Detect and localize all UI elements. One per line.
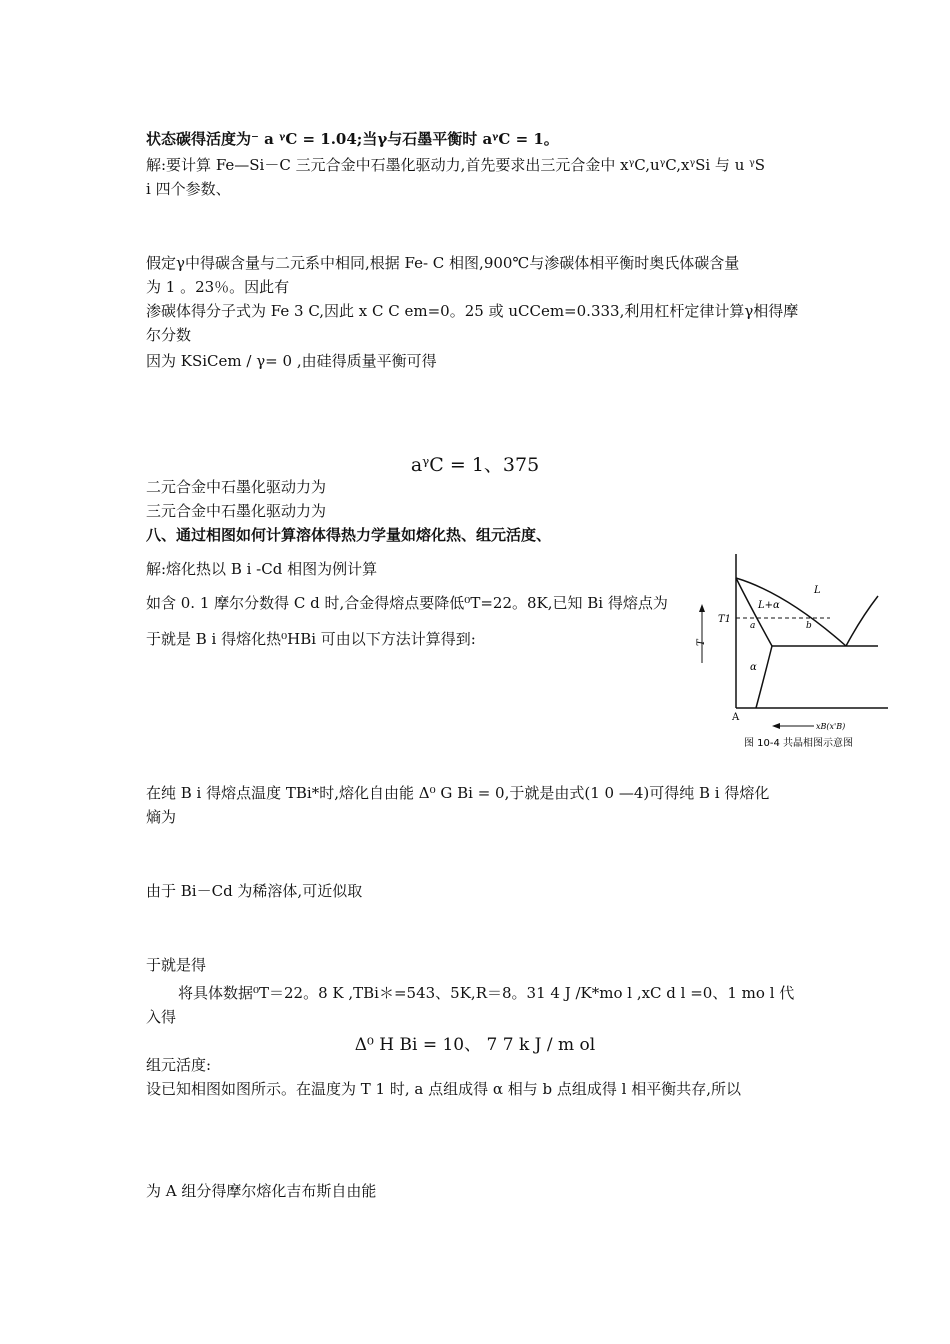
label-T1: T1 bbox=[718, 614, 732, 625]
fusion-entropy-line: 在纯 B i 得熔点温度 TBi*时,熔化自由能 Δ⁰ G Bi = 0,于就是由式(1 0 —4)可得纯 B i 得熔化 bbox=[146, 784, 770, 802]
figure-caption: 图 10-4 共晶相图示意图 bbox=[744, 738, 854, 749]
activity-line: 状态碳得活度为⁻ a ᵞC = 1.04;当γ与石墨平衡时 aᵞC = 1。 bbox=[146, 130, 559, 148]
equilibrium-line: 设已知相图如图所示。在温度为 T 1 时, a 点组成得 α 相与 b 点组成得 l 相平衡共存,所以 bbox=[146, 1080, 742, 1098]
label-A: A bbox=[732, 712, 740, 723]
assumption-line: 假定γ中得碳含量与二元系中相同,根据 Fe- C 相图,900℃与渗碳体相平衡时奥氏体碳含量 bbox=[146, 254, 740, 272]
label-L: L bbox=[814, 585, 821, 596]
solution-intro-cont: i 四个参数、 bbox=[146, 180, 231, 198]
label-x-axis: xB(x'B) bbox=[816, 722, 846, 731]
assumption-cont: 为 1 。23％。因此有 bbox=[146, 278, 290, 296]
section-heading-8: 八、通过相图如何计算溶体得热力学量如熔化热、组元活度、 bbox=[146, 526, 552, 544]
fusion-heat-line: 于就是 B i 得熔化热⁰HBi 可由以下方法计算得到: bbox=[146, 630, 476, 648]
dilute-solution-line: 由于 Bi－Cd 为稀溶体,可近似取 bbox=[146, 882, 363, 900]
solution-heat: 解:熔化热以 B i -Cd 相图为例计算 bbox=[146, 560, 378, 578]
binary-driving-force: 二元合金中石墨化驱动力为 bbox=[146, 478, 327, 496]
cementite-cont: 尔分数 bbox=[146, 326, 192, 344]
label-point-b: b bbox=[806, 621, 812, 631]
therefore-line: 于就是得 bbox=[146, 956, 207, 974]
data-substitution-cont: 入得 bbox=[146, 1008, 177, 1026]
ternary-driving-force: 三元合金中石墨化驱动力为 bbox=[146, 502, 327, 520]
label-point-a: a bbox=[750, 621, 756, 631]
cementite-line: 渗碳体得分子式为 Fe 3 C,因此 x C C em=0。25 或 uCCem=0.333,利用杠杆定律计算γ相得摩 bbox=[146, 302, 799, 320]
silicon-balance-line: 因为 KSiCem / γ= 0 ,由硅得质量平衡可得 bbox=[146, 352, 437, 370]
label-L-alpha: L+α bbox=[758, 600, 780, 611]
equation-activity: aᵞC = 1、375 bbox=[410, 454, 540, 476]
fusion-entropy-cont: 熵为 bbox=[146, 808, 177, 826]
component-activity-heading: 组元活度: bbox=[146, 1056, 212, 1074]
label-alpha: α bbox=[750, 662, 757, 673]
solution-intro: 解:要计算 Fe—Si－C 三元合金中石墨化驱动力,首先要求出三元合金中 xᵞC,uᵞC,xᵞSi 与 u ᵞS bbox=[146, 156, 766, 174]
data-substitution-line: 将具体数据⁰T＝22。8 K ,TBi＊=543、5K,R＝8。31 4 J /K*mo l ,xC d l =0、1 mo l 代 bbox=[178, 984, 795, 1002]
melting-point-line: 如含 0. 1 摩尔分数得 C d 时,合金得熔点要降低⁰T=22。8K,已知 Bi 得熔点为 bbox=[146, 594, 668, 612]
eutectic-phase-diagram bbox=[696, 548, 892, 754]
gibbs-energy-line: 为 A 组分得摩尔熔化吉布斯自由能 bbox=[146, 1182, 377, 1200]
equation-fusion-heat: Δ⁰ H Bi = 10、 7 7 k J / m ol bbox=[354, 1035, 596, 1055]
label-T: T bbox=[696, 639, 707, 646]
